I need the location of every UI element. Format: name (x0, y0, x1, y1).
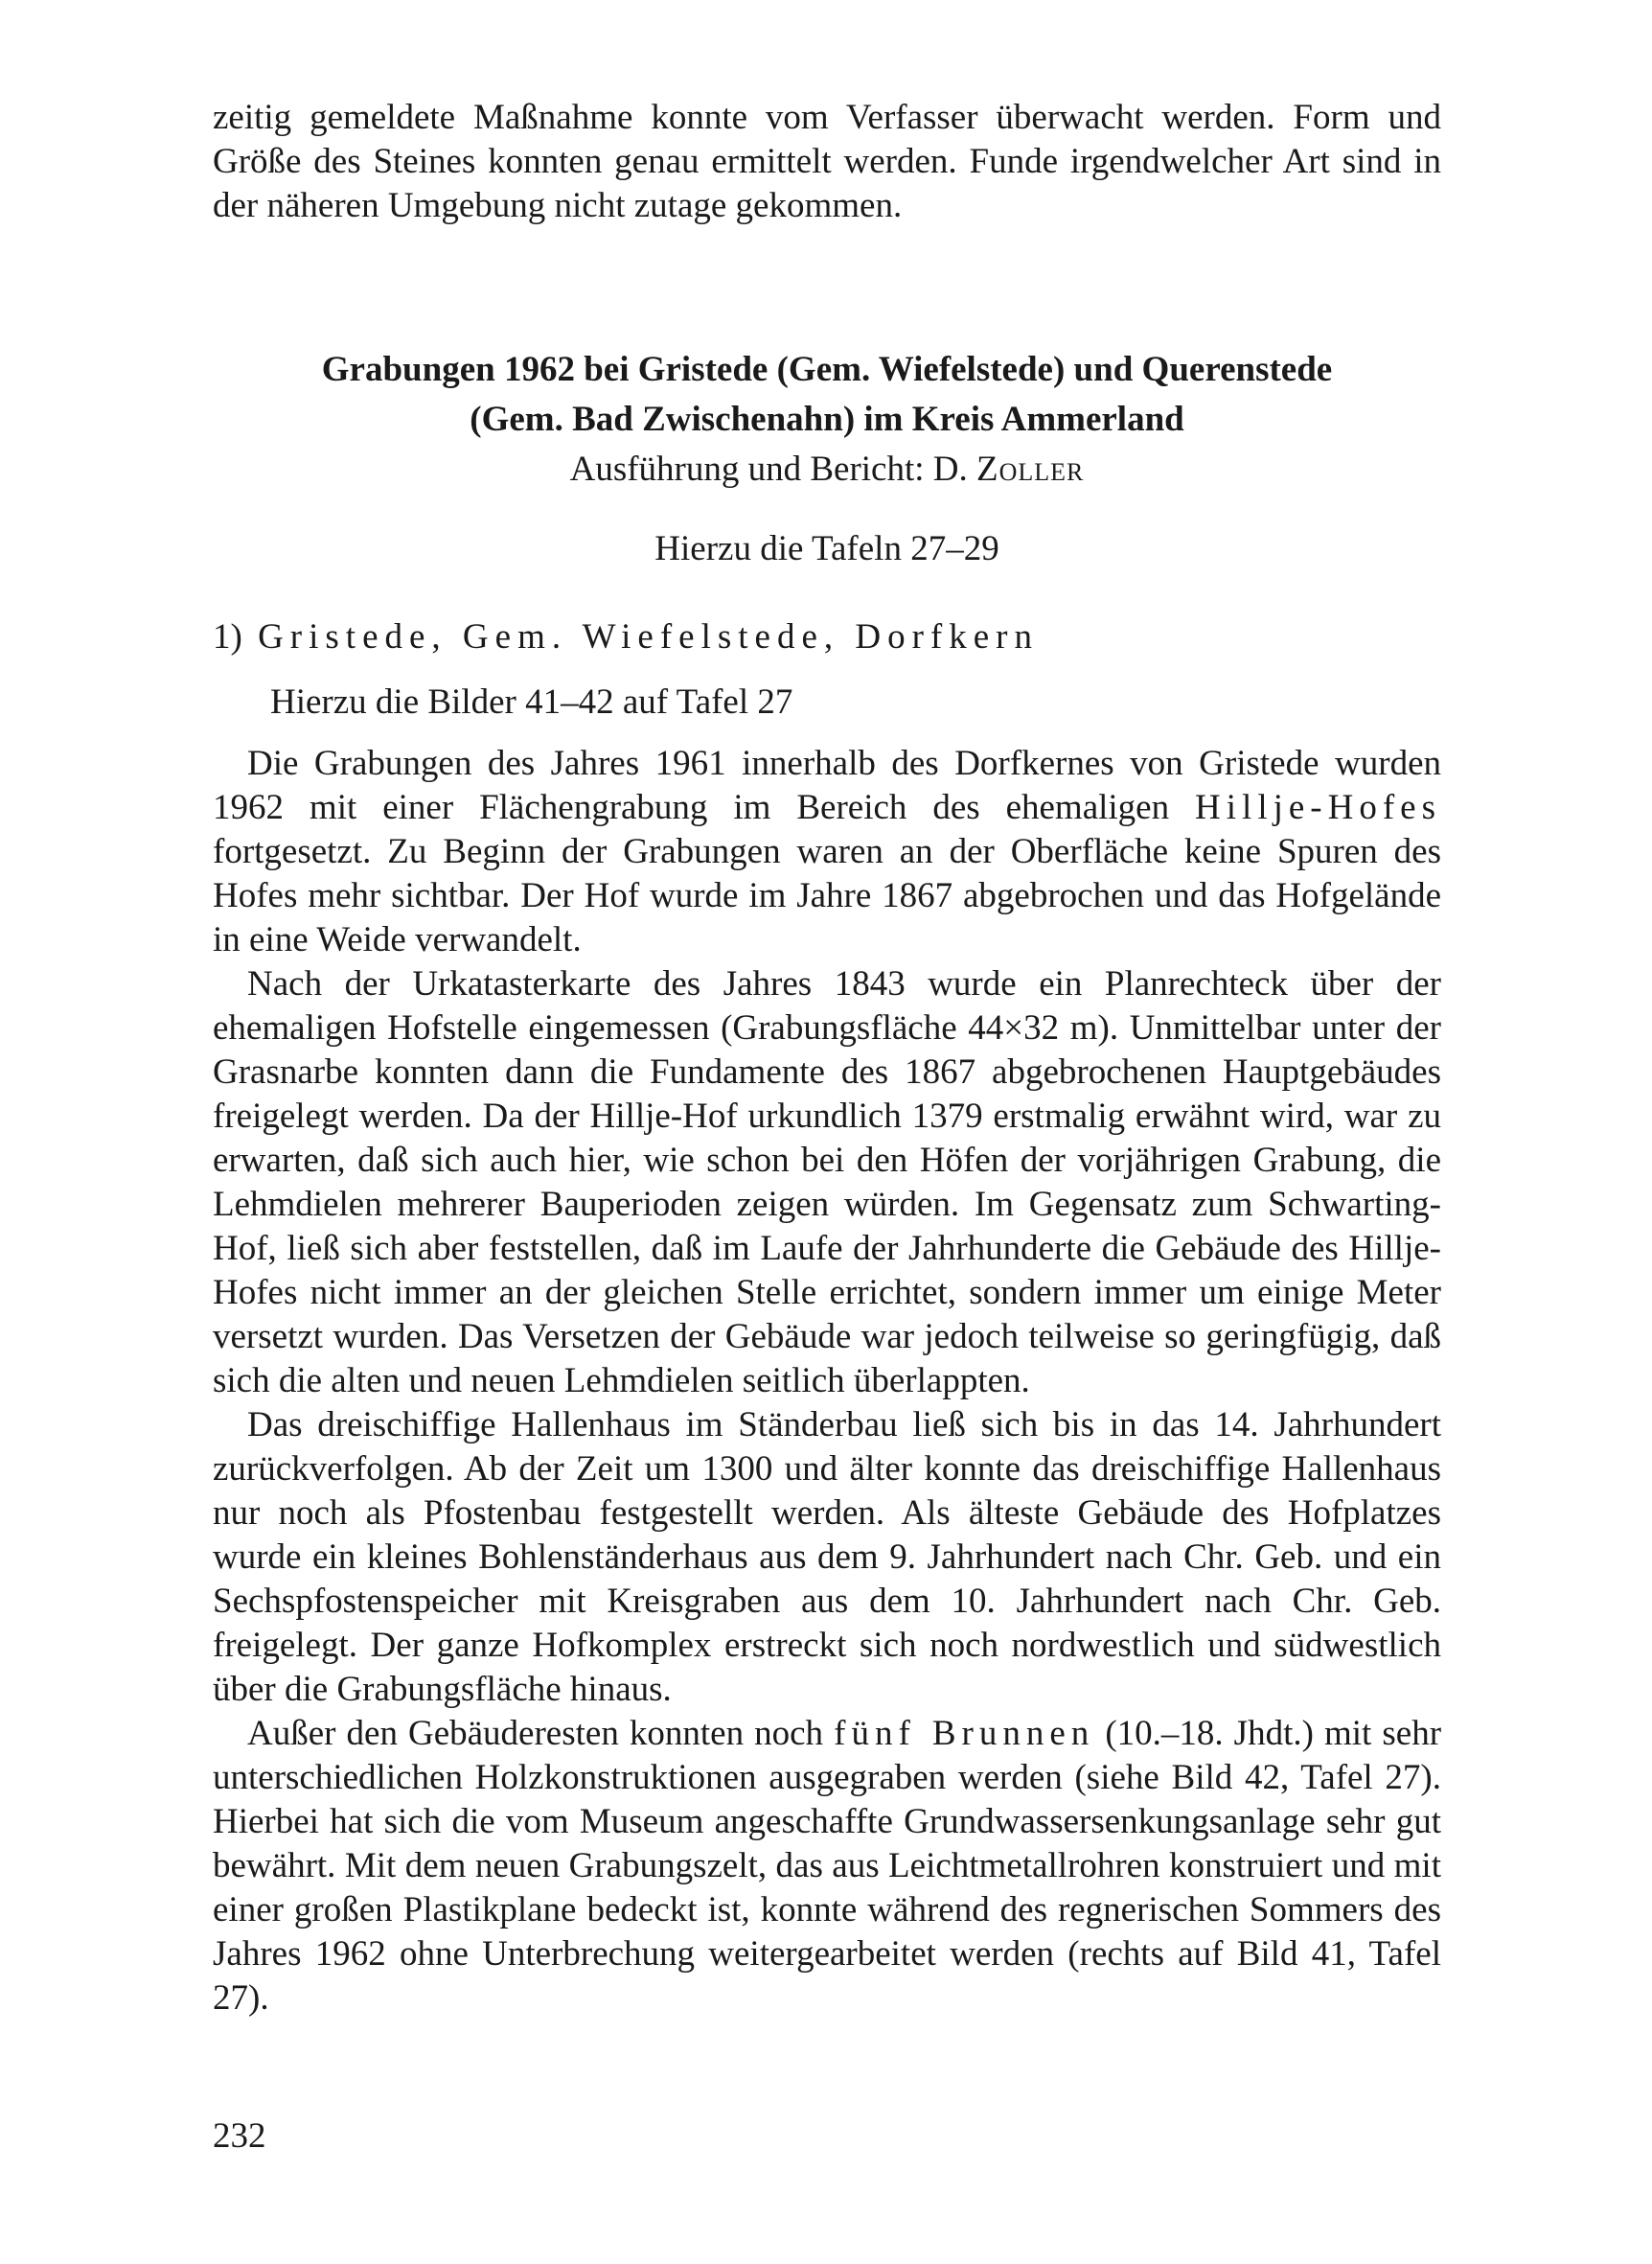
paragraph-1-emphasis: Hillje-Hofes (1195, 788, 1441, 827)
page-number: 232 (213, 2116, 266, 2156)
paragraph-4-part-a: Außer den Gebäuderesten konnten noch (247, 1714, 824, 1753)
paragraph-4-part-b: (10.–18. Jhdt.) mit sehr unterschiedlichen Holzkonstruktionen ausgegraben werden (siehe Bild 42, Tafel 27). Hierbei hat sich die vom Museum angeschaffte Grundwassersenkungsanlage sehr gut bewährt. Mit dem neuen Grabungszelt, das aus Leichtmetallrohren konstruiert und mit einer großen Plastikplane bedeckt ist, konnte während des regnerischen Sommers des Jahres 1962 ohne Unterbrechung weitergearbeitet werden (rechts auf Bild 41, Tafel 27). (213, 1714, 1442, 2018)
body-paragraph-1 (213, 742, 1441, 962)
byline-prefix: Ausführung und Bericht: D. (569, 450, 968, 489)
body-paragraph-2: Nach der Urkatasterkarte des Jahres 1843 wurde ein Planrechteck über der ehemaligen Hofstelle eingemessen (Grabungsfläche 44×32 m). Unmittelbar unter der Grasnarbe konnten dann die Fundamente des 1867 abgebrochenen Hauptgebäudes freigelegt werden. Da der Hillje-Hof urkundlich 1379 erstmalig erwähnt wird, war zu erwarten, daß sich auch hier, wie schon bei den Höfen der vorjährigen Grabung, die Lehmdielen mehrerer Bauperioden zeigen würden. Im Gegensatz zum Schwarting-Hof, ließ sich aber feststellen, daß im Laufe der Jahrhunderte die Gebäude des Hillje-Hofes nicht immer an der gleichen Stelle errichtet, sondern immer um einige Meter versetzt wurden. Das Versetzen der Gebäude war jedoch teilweise so geringfügig, daß sich die alten und neuen Lehmdielen seitlich überlappten. (213, 964, 1441, 1400)
figures-reference: Hierzu die Bilder 41–42 auf Tafel 27 (270, 682, 793, 722)
section-number: 1) (213, 617, 242, 657)
paragraph-4-emphasis: fünf Brunnen (834, 1714, 1095, 1753)
article-byline (213, 445, 1441, 495)
section-title (213, 615, 1441, 659)
paragraph-1-part-a: Die Grabungen des Jahres 1961 innerhalb des Dorfkernes von Gristede wurden 1962 mit einer Flächengrabung im Bereich des ehemaligen (213, 744, 1441, 827)
section-title-text: Gristede, Gem. Wiefelstede, Dorfkern (258, 617, 1039, 657)
plates-reference: Hierzu die Tafeln 27–29 (654, 529, 999, 568)
page-body (213, 96, 1441, 2021)
article-title-line2: (Gem. Bad Zwischenahn) im Kreis Ammerland (470, 400, 1184, 439)
article-title-line1: Grabungen 1962 bei Gristede (Gem. Wiefelstede) und Querenstede (321, 350, 1333, 389)
body-paragraph-4 (213, 1712, 1441, 2021)
paragraph-1-part-b: fortgesetzt. Zu Beginn der Grabungen waren an der Oberfläche keine Spuren des Hofes mehr sichtbar. Der Hof wurde im Jahre 1867 abgebrochen und das Hofgelände in eine Weide verwandelt. (213, 832, 1441, 959)
intro-paragraph: zeitig gemeldete Maßnahme konnte vom Verfasser überwacht werden. Form und Größe des Steines konnten genau ermittelt werden. Funde irgendwelcher Art sind in der näheren Umgebung nicht zutage gekommen. (213, 98, 1441, 225)
author-name: Zoller (976, 450, 1085, 489)
body-paragraph-3: Das dreischiffige Hallenhaus im Ständerbau ließ sich bis in das 14. Jahrhundert zurückverfolgen. Ab der Zeit um 1300 und älter konnte das dreischiffige Hallenhaus nur noch als Pfostenbau festgestellt werden. Als älteste Gebäude des Hofplatzes wurde ein kleines Bohlenständerhaus aus dem 9. Jahrhundert nach Chr. Geb. und ein Sechspfostenspeicher mit Kreisgraben aus dem 10. Jahrhundert nach Chr. Geb. freigelegt. Der ganze Hofkomplex erstreckt sich noch nordwestlich und südwestlich über die Grabungsfläche hinaus. (213, 1405, 1441, 1709)
article-heading (213, 345, 1441, 495)
